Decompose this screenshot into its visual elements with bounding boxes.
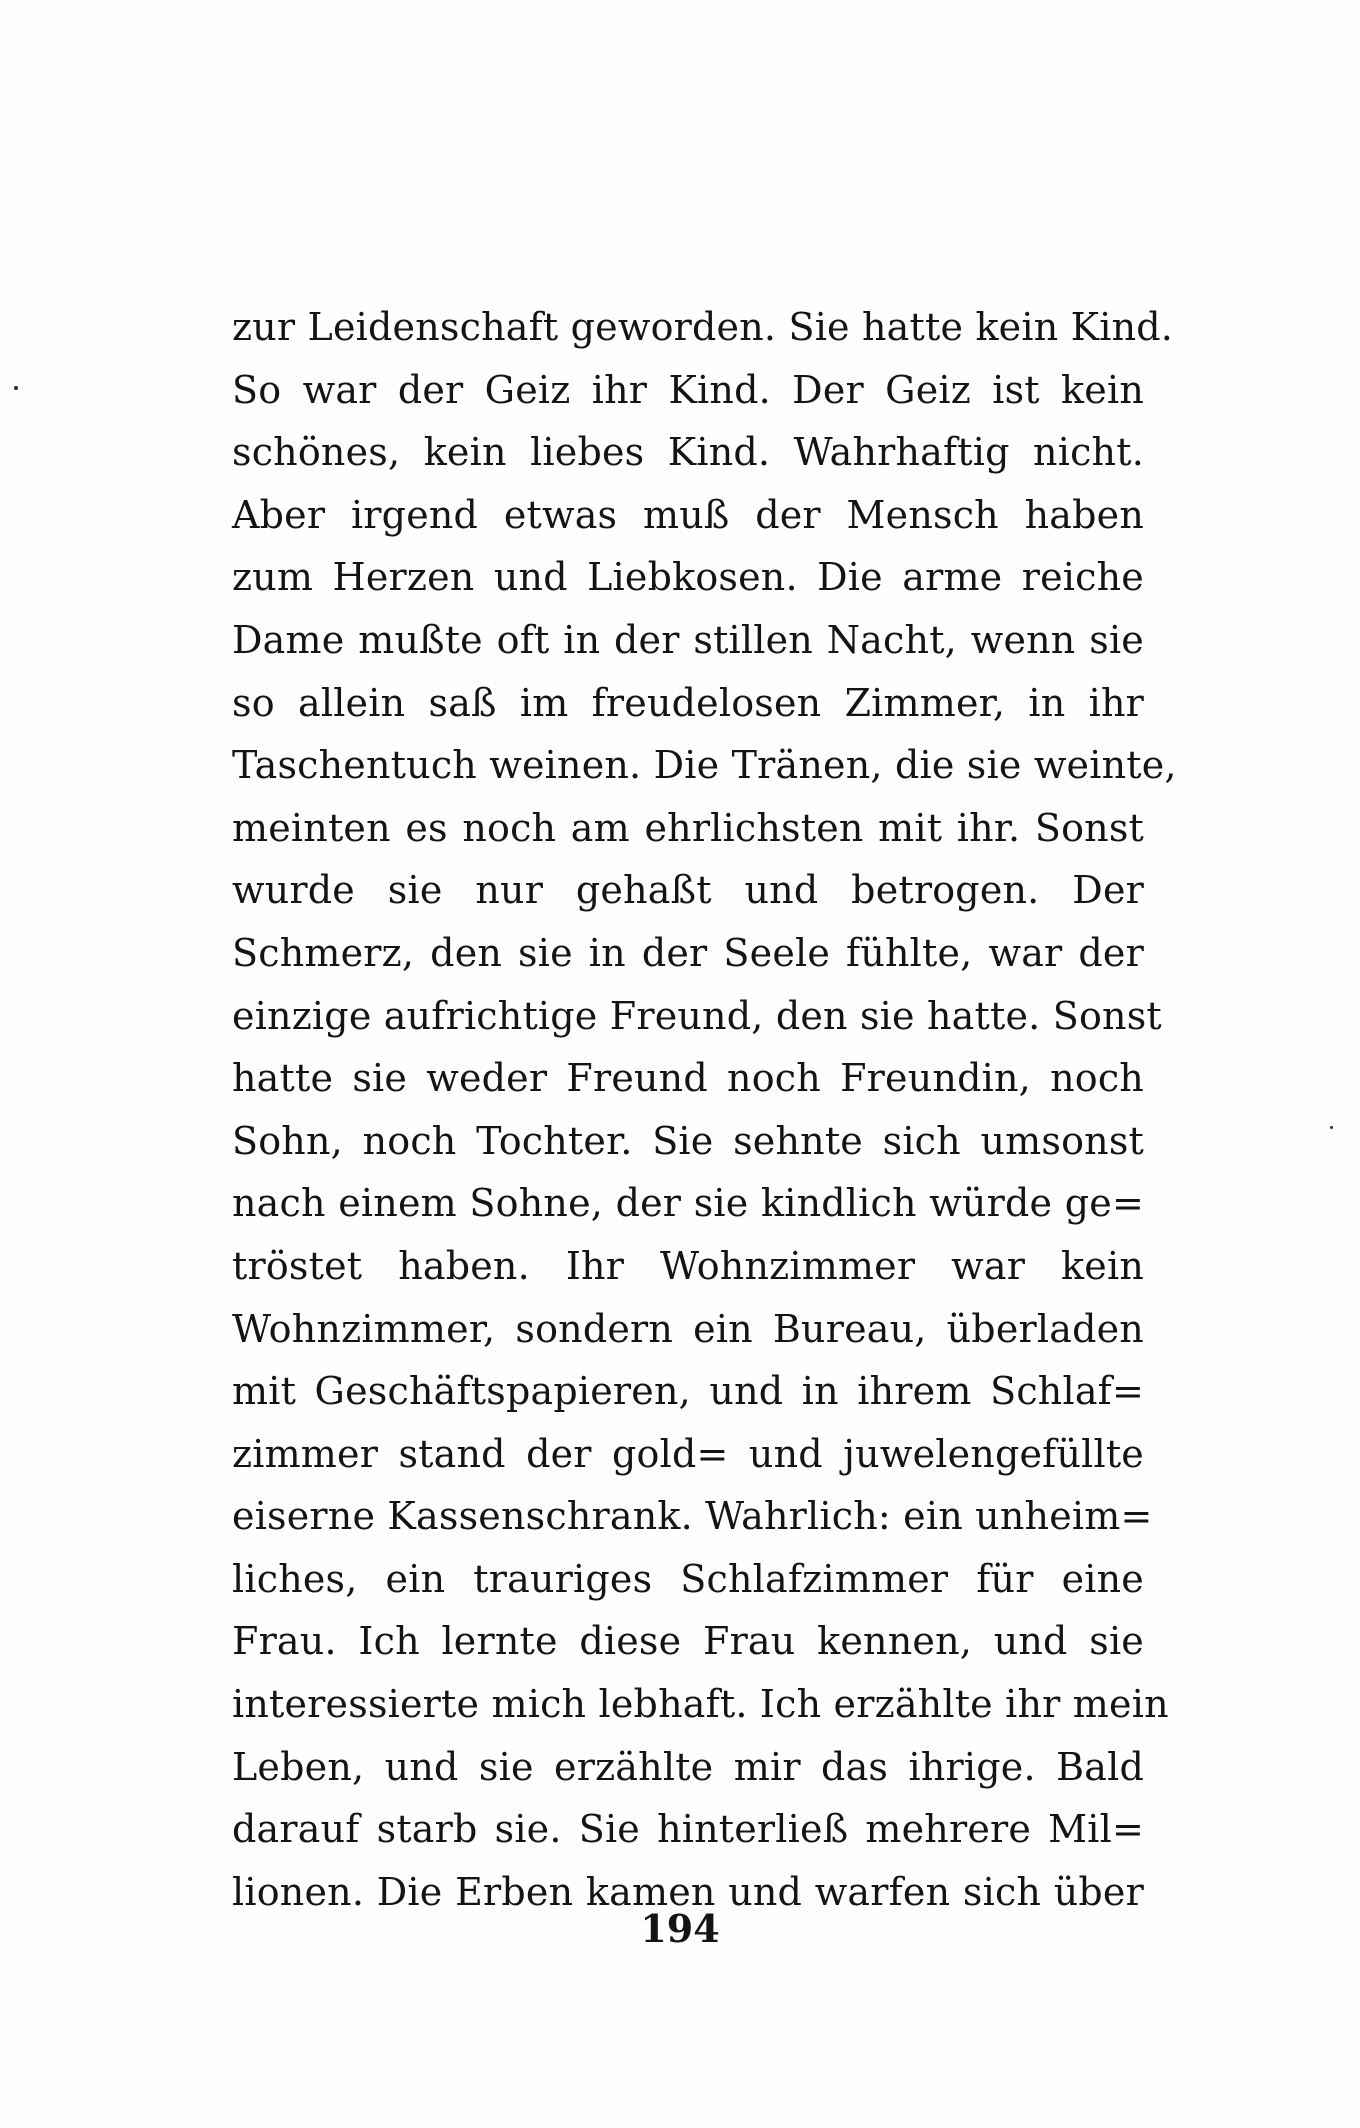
text-line: so allein saß im freudelosen Zimmer, in ihr (232, 680, 1144, 725)
text-line: zimmer stand der gold= und juwelengefüllte (232, 1431, 1144, 1476)
text-line: So war der Geiz ihr Kind. Der Geiz ist kein (232, 367, 1144, 412)
text-line: meinten es noch am ehrlichsten mit ihr. Sonst (232, 805, 1144, 850)
text-line: hatte sie weder Freund noch Freundin, noch (232, 1056, 1144, 1101)
text-line: zum Herzen und Liebkosen. Die arme reiche (232, 555, 1144, 600)
text-line: liches, ein trauriges Schlafzimmer für eine (232, 1556, 1144, 1601)
page-number: 194 (640, 1906, 720, 1951)
text-line: Dame mußte oft in der stillen Nacht, wenn sie (232, 617, 1144, 662)
paper-speck (1330, 1126, 1333, 1129)
text-line: zur Leidenschaft geworden. Sie hatte kein Kind. (232, 305, 1174, 349)
text-line: schönes, kein liebes Kind. Wahrhaftig nicht. (232, 430, 1144, 475)
text-line: interessierte mich lebhaft. Ich erzählte ihr mein (232, 1682, 1169, 1727)
text-line: Sohn, noch Tochter. Sie sehnte sich umsonst (232, 1118, 1144, 1163)
text-line: lionen. Die Erben kamen und warfen sich über (232, 1869, 1144, 1914)
text-line: Taschentuch weinen. Die Tränen, die sie weinte, (232, 743, 1177, 788)
text-line: einzige aufrichtige Freund, den sie hatte. Sonst (232, 993, 1162, 1038)
text-line: Wohnzimmer, sondern ein Bureau, überladen (232, 1306, 1144, 1351)
text-line: Aber irgend etwas muß der Mensch haben (232, 492, 1144, 537)
text-line: darauf starb sie. Sie hinterließ mehrere Mil= (232, 1807, 1144, 1852)
body-text (232, 296, 1177, 1923)
text-line: Leben, und sie erzählte mir das ihrige. Bald (232, 1744, 1144, 1789)
text-line: eiserne Kassenschrank. Wahrlich: ein unheim= (232, 1494, 1153, 1539)
text-line: wurde sie nur gehaßt und betrogen. Der (232, 868, 1144, 913)
text-line: nach einem Sohne, der sie kindlich würde ge= (232, 1181, 1144, 1226)
text-line: Frau. Ich lernte diese Frau kennen, und sie (232, 1619, 1144, 1664)
text-line: mit Geschäftspapieren, und in ihrem Schlaf= (232, 1369, 1144, 1414)
text-line: tröstet haben. Ihr Wohnzimmer war kein (232, 1243, 1144, 1288)
paper-speck (14, 386, 18, 390)
text-line: Schmerz, den sie in der Seele fühlte, war der (232, 930, 1144, 975)
